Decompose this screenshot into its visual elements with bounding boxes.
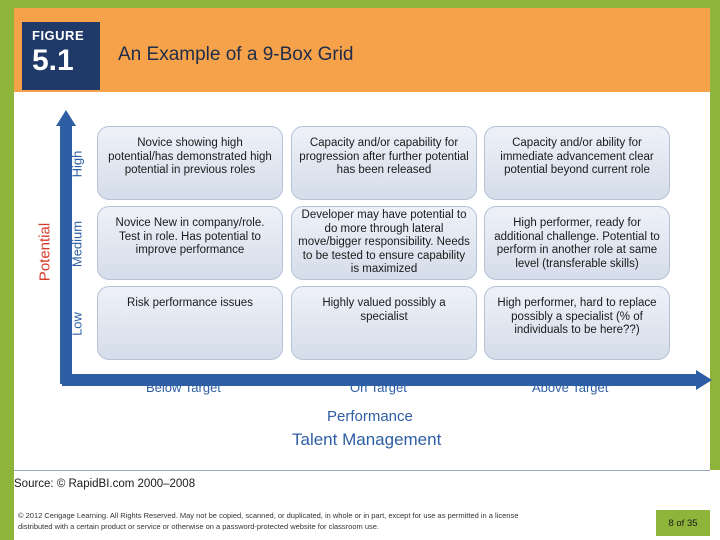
grid-box-medium-below: Novice New in company/role. Test in role. Has potential to improve performance	[97, 206, 283, 280]
right-border	[710, 0, 720, 470]
left-border	[0, 0, 14, 540]
top-border	[0, 0, 720, 8]
page-title: An Example of a 9-Box Grid	[118, 44, 354, 65]
grid-box-medium-above: High performer, ready for additional challenge. Potential to perform in another role at same level (transferable skills)	[484, 206, 670, 280]
x-level-on-target: On Target	[350, 380, 407, 395]
source-note: Source: © RapidBI.com 2000–2008	[14, 478, 196, 490]
x-level-above-target: Above Target	[532, 380, 609, 395]
grid-box-high-below: Novice showing high potential/has demonstrated high potential in previous roles	[97, 126, 283, 200]
footer-divider	[14, 470, 710, 471]
y-level-medium: Medium	[69, 220, 85, 268]
grid-box-low-below: Risk performance issues	[97, 286, 283, 360]
grid-box-low-above: High performer, hard to replace possibly a specialist (% of individuals to be here??)	[484, 286, 670, 360]
copyright-notice: © 2012 Cengage Learning. All Rights Reserved. May not be copied, scanned, or duplicated, in whole or in part, except for use as permitted in a license distributed with a certain product or service or otherwise on a password-protected website for classroom use.	[18, 511, 519, 531]
y-axis-label: Potential	[36, 222, 54, 282]
x-axis-label: Performance	[327, 408, 413, 425]
diagram-caption: Talent Management	[292, 430, 442, 449]
grid-box-high-above: Capacity and/or ability for immediate advancement clear potential beyond current role	[484, 126, 670, 200]
x-level-below-target: Below Target	[146, 380, 221, 395]
y-level-low: Low	[69, 312, 85, 336]
grid-box-medium-on: Developer may have potential to do more through lateral move/bigger responsibility. Needs to be tested to ensure capability is maximized	[291, 206, 477, 280]
y-level-high: High	[69, 150, 85, 178]
figure-number: 5.1	[32, 44, 74, 77]
figure-badge	[22, 22, 100, 90]
x-axis-arrowhead	[696, 370, 712, 390]
grid-box-low-on: Highly valued possibly a specialist	[291, 286, 477, 360]
page-indicator: 8 of 35	[656, 510, 710, 536]
grid-box-high-on: Capacity and/or capability for progression after further potential has been released	[291, 126, 477, 200]
figure-word: FIGURE	[32, 28, 85, 43]
